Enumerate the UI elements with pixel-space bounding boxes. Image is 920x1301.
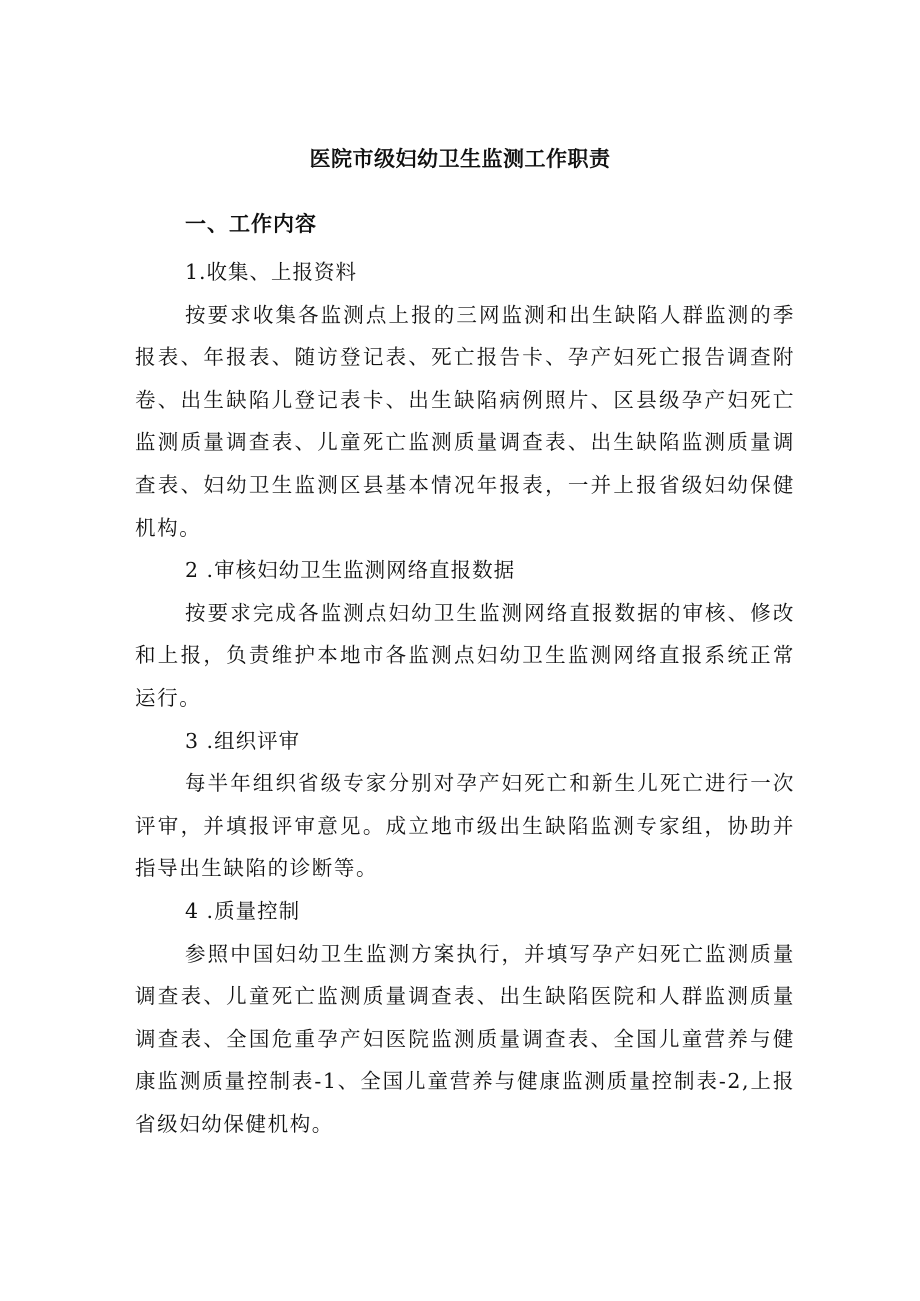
item-paragraph-2: 按要求完成各监测点妇幼卫生监测网络直报数据的审核、修改和上报，负责维护本地市各监测点妇幼卫生监测网络直报系统正常运行。 [135, 600, 795, 710]
item-heading-3: 3 .组织评审 [185, 728, 301, 753]
item-paragraph-4: 参照中国妇幼卫生监测方案执行，并填写孕产妇死亡监测质量调查表、儿童死亡监测质量调查表、出生缺陷医院和人群监测质量调查表、全国危重孕产妇医院监测质量调查表、全国儿童营养与健康监测质量控制表-1、全国儿童营养与健康监测质量控制表-2,上报省级妇幼保健机构。 [135, 941, 795, 1136]
item-heading-4: 4 .质量控制 [185, 898, 301, 923]
item-paragraph-3: 每半年组织省级专家分别对孕产妇死亡和新生儿死亡进行一次评审，并填报评审意见。成立地市级出生缺陷监测专家组，协助并指导出生缺陷的诊断等。 [135, 771, 795, 881]
document-body [135, 251, 795, 1145]
item-paragraph-1: 按要求收集各监测点上报的三网监测和出生缺陷人群监测的季报表、年报表、随访登记表、死亡报告卡、孕产妇死亡报告调查附卷、出生缺陷儿登记表卡、出生缺陷病例照片、区县级孕产妇死亡监测质量调查表、儿童死亡监测质量调查表、出生缺陷监测质量调查表、妇幼卫生监测区县基本情况年报表，一并上报省级妇幼保健机构。 [135, 302, 795, 540]
item-heading-1: 1.收集、上报资料 [185, 260, 358, 284]
section-heading: 一、工作内容 [185, 212, 317, 236]
document-title: 医院市级妇幼卫生监测工作职责 [309, 147, 611, 171]
item-heading-2: 2 .审核妇幼卫生监测网络直报数据 [185, 558, 516, 583]
